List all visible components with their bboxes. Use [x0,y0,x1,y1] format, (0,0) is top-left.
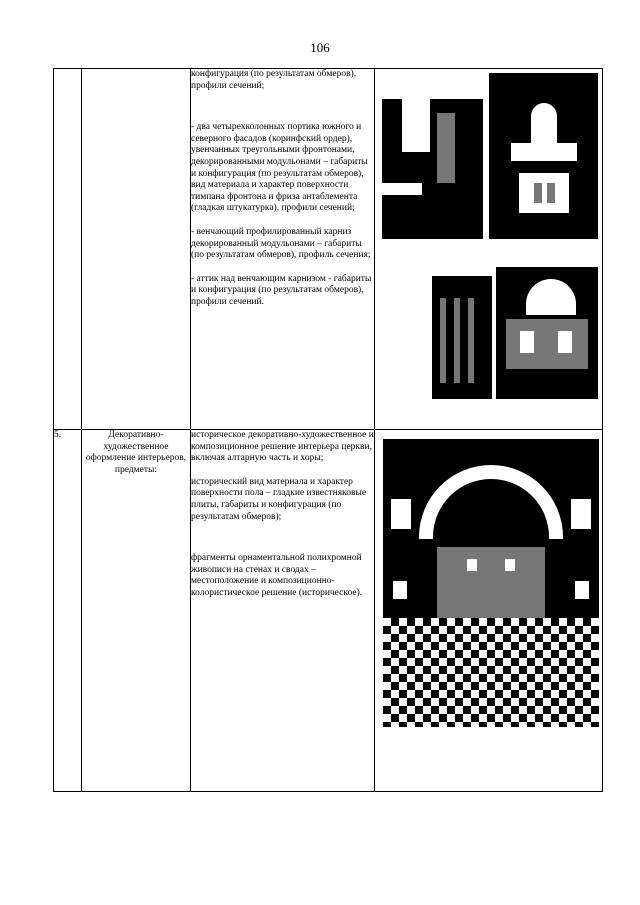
photo-cell [375,430,603,792]
description-paragraph: исторический вид материала и характер поверхности пола – гладкие известняковые плиты, габариты и конфигурация (по результатам обмеров); [191,476,367,522]
row-category: Декоративно-художественное оформление интерьеров, предметы: [82,430,191,792]
church-dome-photo [489,73,598,239]
heritage-table [53,68,603,792]
row-number [54,69,82,430]
description-paragraph: историческое декоративно-художественное и композиционное решение интерьера церкви, включая алтарную часть и хоры; [191,430,374,464]
description-paragraph: - аттик над венчающим карнизом - габариты и конфигурация (по результатам обмеров), профили сечений. [191,273,372,307]
row-description [191,69,375,430]
description-paragraph: конфигурация (по результатам обмеров), профили сечений; [191,69,357,91]
table-row [54,69,603,430]
portico-photo [402,276,492,399]
interior-photo [383,439,599,727]
row-description [191,430,375,792]
facade-photo [382,73,483,239]
description-paragraph: - два четырехколонных портика южного и северного фасадов (коринфский ордер), увенчанных треугольными фронтонами, декорированными модульонами – габариты и конфигурация (по результатам обмеров), вид материала и характер поверхности тимпана фронтона и фриза антаблемента (гладкая штукатурка), профили сечений; [191,122,368,214]
page-number: 106 [310,40,330,55]
table-row [54,430,603,792]
photo-cell [375,69,603,430]
description-paragraph: - венчающий профилированный карниз декорированный модульонами – габариты (по результатам обмеров), профиль сечения; [191,226,371,261]
row-number: 5. [54,430,82,792]
cornice-photo [496,249,598,399]
description-paragraph: фрагменты орнаментальной полихромной живописи на стенах и сводах – местоположение и композиционно-колористическое решение (историческое). [191,553,363,598]
row-category [82,69,191,430]
